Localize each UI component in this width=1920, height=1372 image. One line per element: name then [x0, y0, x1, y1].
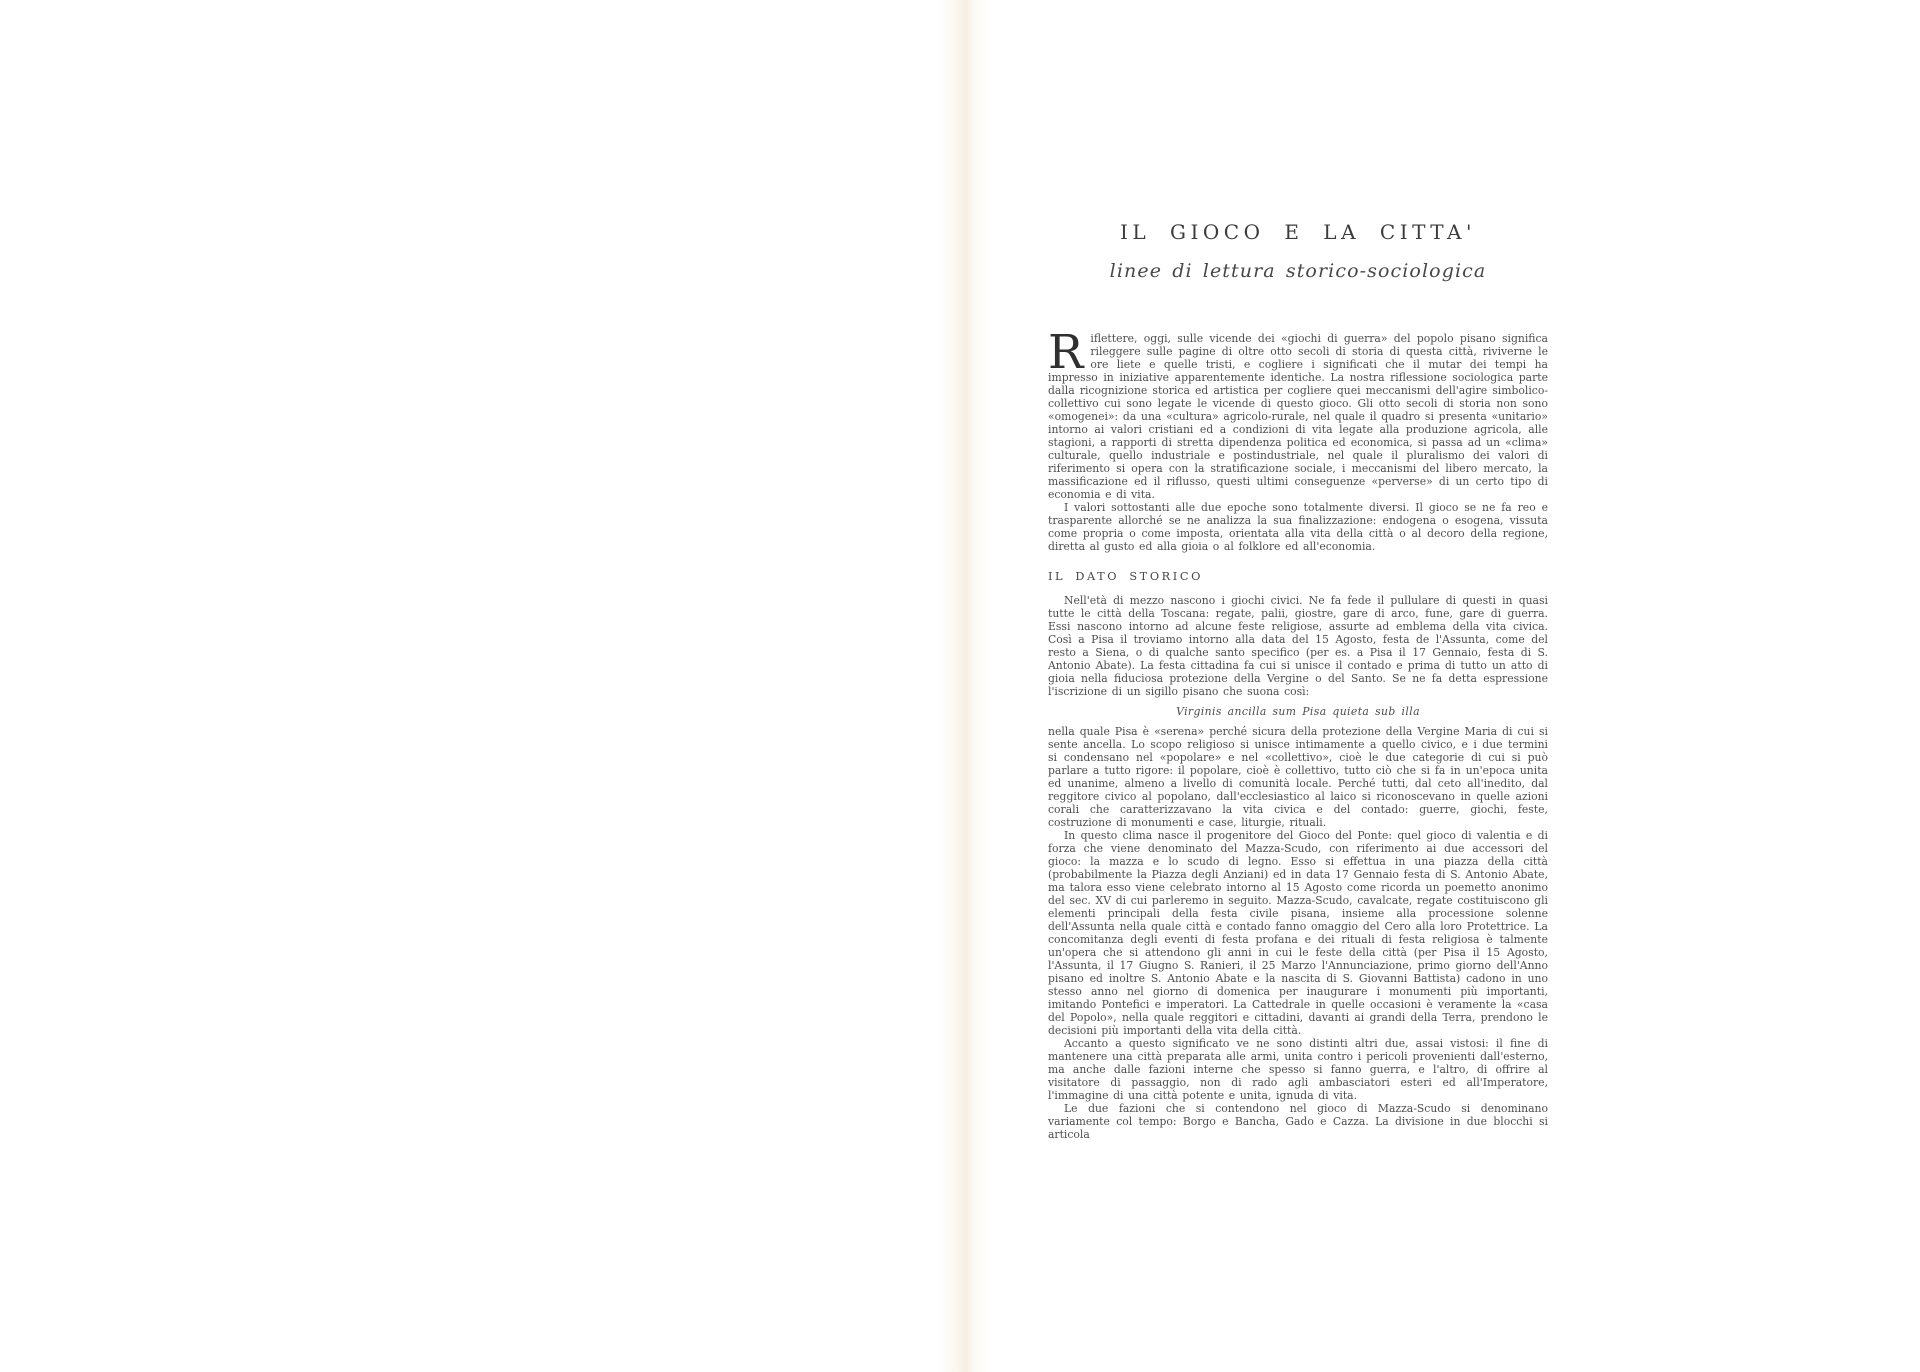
drop-cap: R [1048, 325, 1084, 380]
paragraph: I valori sottostanti alle due epoche sono totalmente diversi. Il gioco se ne fa reo e trasparente allorché se ne analizza la sua finalizzazione: endogena o esogena, vissuta come propria o come imposta, orientata alla vita della città o al decoro della regione, diretta al gusto ed alla gioia o al folklore ed all'economia. [1048, 501, 1548, 553]
latin-inscription: Virginis ancilla sum Pisa quieta sub illa [1176, 705, 1420, 718]
paragraph: Le due fazioni che si contendono nel gioco di Mazza-Scudo si denominano variamente col tempo: Borgo e Bancha, Gado e Cazza. La divisione in due blocchi si articola [1048, 1102, 1548, 1141]
paragraph: In questo clima nasce il progenitore del Gioco del Ponte: quel gioco di valentia e di forza che viene denominato del Mazza-Scudo, con riferimento ai due accessori del gioco: la mazza e lo scudo di legno. Esso si effettua in una piazza della città (probabilmente la Piazza degli Anziani) ed in data 17 Gennaio festa di S. Antonio Abate, ma talora esso viene celebrato intorno al 15 Agosto come ricorda un poemetto anonimo del sec. XV di cui parleremo in seguito. Mazza-Scudo, cavalcate, regate costituiscono gli elementi principali della festa civile pisana, insieme alla processione solenne dell'Assunta nella quale città e contado fanno omaggio del Cero alla loro Protettrice. La concomitanza degli eventi di festa profana e dei rituali di festa religiosa è talmente un'opera che si attendono gli anni in cui le feste della città (per Pisa il 15 Agosto, l'Assunta, il 17 Giugno S. Ranieri, il 25 Marzo l'Annunciazione, primo giorno dell'Anno pisano ed inoltre S. Antonio Abate e la nascita di S. Giovanni Battista) cadono in uno stesso anno nel giorno di domenica per inaugurare i monumenti più importanti, imitando Pontefici e imperatori. La Cattedrale in quelle occasioni è veramente la «casa del Popolo», nella quale reggitori e cittadini, davanti ai grandi della Terra, prendono le decisioni più importanti della vita della città. [1048, 829, 1548, 1037]
paragraph: nella quale Pisa è «serena» perché sicura della protezione della Vergine Maria di cui si sente ancella. Lo scopo religioso si unisce intimamente a quello civico, e i due termini si condensano nel «popolare» e nel «collettivo», cioè le due categorie di cui si può parlare a tutto rigore: il popolare, cioè è collettivo, tutto ciò che si fa in un'epoca unita ed unanime, almeno a livello di comunità locale. Perché tutti, dal ceto all'inedito, dal reggitore civico al popolano, dall'ecclesiastico al laico si riconoscevano in quelle azioni corali che caratterizzavano la vita civica e del contado: guerre, giochi, feste, costruzione di monumenti e case, liturgie, rituali. [1048, 725, 1548, 829]
left-blank-page [0, 0, 938, 1372]
article [1048, 220, 1548, 1141]
page-title: IL GIOCO E LA CITTA' [1119, 220, 1476, 244]
paragraph: Nell'età di mezzo nascono i giochi civici. Ne fa fede il pullulare di questi in quasi tutte le città della Toscana: regate, palii, giostre, gare di arco, fune, gare di guerra. Essi nascono intorno ad alcune feste religiose, assurte ad emblema della vita civica. Così a Pisa il troviamo intorno alla data del 15 Agosto, festa de l'Assunta, come del resto a Siena, o di qualche santo specifico (per es. a Pisa il 17 Gennaio, festa di S. Antonio Abate). La festa cittadina fa cui si unisce il contado e prima di tutto un atto di gioia nella fiduciosa protezione della Vergine o del Santo. Se ne fa detta espressione l'iscrizione di un sigillo pisano che suona così: [1048, 594, 1548, 698]
page-subtitle: linee di lettura storico-sociologica [1109, 260, 1487, 282]
intro-paragraph-text: iflettere, oggi, sulle vicende dei «giochi di guerra» del popolo pisano significa rileggere sulle pagine di oltre otto secoli di storia di questa città, riviverne le ore liete e quelle tristi, e cogliere i significati che il mutar dei tempi ha impresso in iniziative apparentemente identiche. La nostra riflessione sociologica parte dalla ricognizione storica ed artistica per cogliere quei meccanismi dell'agire simbolico-collettivo cui sono legate le vicende di questo gioco. Gli otto secoli di storia non sono «omogenei»: da una «cultura» agricolo-rurale, nel quale il quadro si presenta «unitario» intorno ai valori cristiani ed a condizioni di vita legate alla produzione agricola, alle stagioni, a rapporti di stretta dipendenza politica ed economica, si passa ad un «clima» culturale, quello industriale e postindustriale, nel quale il pluralismo dei valori di riferimento si opera con la stratificazione sociale, i meccanismi del libero mercato, la massificazione ed il riflusso, questi ultimi conseguenze «perverse» di un certo tipo di economia e di vita. [1048, 332, 1548, 501]
body-text [1048, 325, 1548, 1141]
paragraph: Accanto a questo significato ve ne sono distinti altri due, assai vistosi: il fine di mantenere una città preparata alle armi, unita contro i pericoli provenienti dall'esterno, ma anche dalle fazioni interne che spesso si fanno guerra, e l'altro, di offrire al visitatore di passaggio, non di rado agli ambasciatori esteri ed all'Imperatore, l'immagine di una città potente e unita, ignuda di vita. [1048, 1037, 1548, 1102]
intro-paragraph [1048, 325, 1548, 501]
page-gutter-shadow [938, 0, 992, 1372]
section-heading: IL DATO STORICO [1048, 570, 1203, 583]
